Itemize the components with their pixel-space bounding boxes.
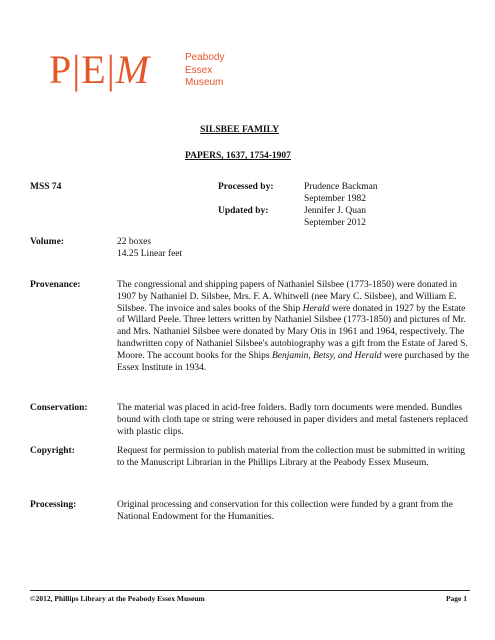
logo-word: Museum bbox=[185, 77, 224, 88]
processed-by-name: Prudence Backman bbox=[304, 182, 378, 192]
conservation-text: The material was placed in acid-free folders. Badly torn documents were mended. Bundles bound with cloth tape or string were rehoused in paper dividers and metal fasteners replaced with plastic clips. bbox=[117, 403, 468, 437]
updated-by-date: September 2012 bbox=[304, 218, 367, 228]
copyright-text: Request for permission to publish material from the collection must be submitted in writing to the Manuscript Librarian in the Phillips Library at the Peabody Essex Museum. bbox=[117, 446, 466, 468]
copyright-label: Copyright: bbox=[30, 446, 75, 456]
volume-boxes: 22 boxes bbox=[117, 237, 152, 247]
processing-label: Processing: bbox=[30, 500, 77, 510]
pem-logo-mark bbox=[49, 47, 150, 92]
volume-label: Volume: bbox=[30, 237, 64, 247]
processed-by-date: September 1982 bbox=[304, 194, 367, 204]
footer-divider bbox=[30, 590, 470, 591]
logo-word: Essex bbox=[185, 64, 213, 76]
logo-separator: | bbox=[72, 47, 81, 92]
processing-text: Original processing and conservation for this collection were funded by a grant from the National Endowment for the Humanities. bbox=[117, 500, 453, 522]
provenance-part1: The congressional and shipping papers of Nathaniel Silsbee (1773-1850) were donated in 1907 by Nathaniel D. Silsbee, Mrs. F. A. Whitwell (nee Mary C. Silsbee), and William E. Silsbee. The invoice and sales books of the Ship bbox=[117, 280, 458, 314]
logo-letter-e: E bbox=[81, 47, 106, 92]
footer-page-number: Page 1 bbox=[445, 594, 467, 603]
updated-by-label: Updated by: bbox=[218, 206, 269, 216]
volume-value bbox=[117, 237, 472, 261]
processed-by-label: Processed by: bbox=[218, 182, 274, 192]
updated-by-name: Jennifer J. Quan bbox=[304, 206, 366, 216]
document-title-line1: SILSBEE FAMILY bbox=[200, 125, 279, 135]
document-title-line2: PAPERS, 1637, 1754-1907 bbox=[185, 151, 291, 161]
provenance-label: Provenance: bbox=[30, 280, 81, 290]
collection-id: MSS 74 bbox=[30, 182, 62, 192]
logo-letter-p: P bbox=[49, 47, 72, 92]
provenance-ship-herald: Herald bbox=[302, 303, 330, 314]
logo-separator: | bbox=[106, 47, 115, 92]
footer-copyright: ©2012, Phillips Library at the Peabody Essex Museum bbox=[30, 594, 205, 603]
logo-word: Peabody bbox=[185, 52, 225, 63]
provenance-text bbox=[117, 280, 472, 374]
conservation-label: Conservation: bbox=[30, 403, 88, 413]
provenance-ships: Benjamin, Betsy, and Herald bbox=[271, 350, 382, 361]
provenance-part3: were purchased by the Essex Institute in 1934. bbox=[117, 350, 470, 373]
logo-wordmark bbox=[185, 52, 224, 90]
volume-linear-feet: 14.25 Linear feet bbox=[117, 248, 183, 259]
pem-logo bbox=[49, 47, 225, 92]
logo-letter-m: M bbox=[115, 47, 150, 92]
provenance-part2: were donated in 1927 by the Estate of Willard Peele. Three letters written by Nathaniel Silsbee (1773-1850) and pictures of Mr. and Mrs. Nathaniel Silsbee were donated by Mary Otis in 1961 and 1964, respectively. The handwritten copy of Nathaniel Silsbee's autobiography was a gift from the Estate of Jared S. Moore. The account books for the Ships bbox=[117, 303, 468, 361]
